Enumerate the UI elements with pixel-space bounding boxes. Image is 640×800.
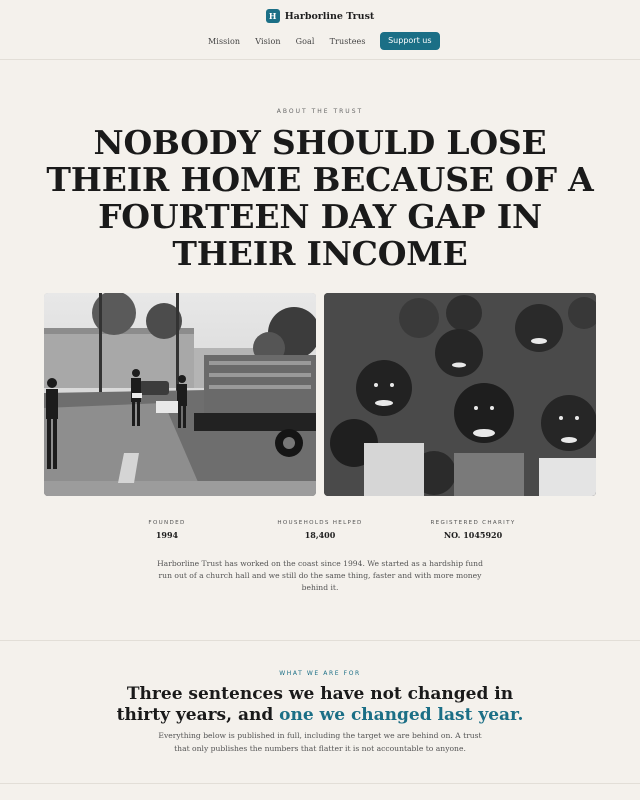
stat-value: 1994 xyxy=(155,530,179,540)
street-scene-illustration xyxy=(44,293,316,496)
nav-vision[interactable]: Vision xyxy=(255,36,281,46)
main-nav xyxy=(0,32,640,50)
purpose-title xyxy=(110,684,530,726)
purpose-title-accent: one we changed last year. xyxy=(279,705,524,725)
stat-households xyxy=(260,520,380,540)
logo-icon: H xyxy=(266,9,280,23)
purpose-body: Everything below is published in full, including the target we are behind on. A trust that only publishes the numbers that flatter it is not accountable to anyone. xyxy=(158,731,482,753)
support-us-button[interactable]: Support us xyxy=(380,32,439,50)
nav-mission[interactable]: Mission xyxy=(208,36,241,46)
nav-goal[interactable]: Goal xyxy=(295,36,315,46)
stat-value: NO. 1045920 xyxy=(443,530,503,540)
stat-value: 18,400 xyxy=(304,530,336,540)
stat-founded xyxy=(117,520,217,540)
purpose-title-text: Three sentences we have not changed in thirty years, and xyxy=(116,684,514,725)
nav-trustees[interactable]: Trustees xyxy=(329,36,366,46)
stat-label: FOUNDED xyxy=(148,520,186,526)
purpose-eyebrow: WHAT WE ARE FOR xyxy=(279,670,361,677)
stat-registered-charity xyxy=(413,520,533,540)
section-divider xyxy=(0,640,640,641)
hero-eyebrow: ABOUT THE TRUST xyxy=(276,108,364,115)
intro-paragraph: Harborline Trust has worked on the coast since 1994. We started as a hardship fund run out of a church hall and we still do the same thing, faster and with more money behind it. xyxy=(157,559,483,592)
brand[interactable] xyxy=(0,9,640,23)
stats-row xyxy=(0,520,640,544)
children-faces-illustration xyxy=(324,293,596,496)
brand-name: Harborline Trust xyxy=(284,10,375,22)
hero-headline: NOBODY SHOULD LOSE THEIR HOME BECAUSE OF A FOURTEEN DAY GAP IN THEIR INCOME xyxy=(46,123,594,273)
site-header xyxy=(0,0,640,60)
volunteers-truck-photo xyxy=(44,293,316,496)
stat-label: REGISTERED CHARITY xyxy=(430,520,516,526)
section-divider-bottom xyxy=(0,783,640,784)
children-group-photo xyxy=(324,293,596,496)
stat-label: HOUSEHOLDS HELPED xyxy=(277,520,363,526)
